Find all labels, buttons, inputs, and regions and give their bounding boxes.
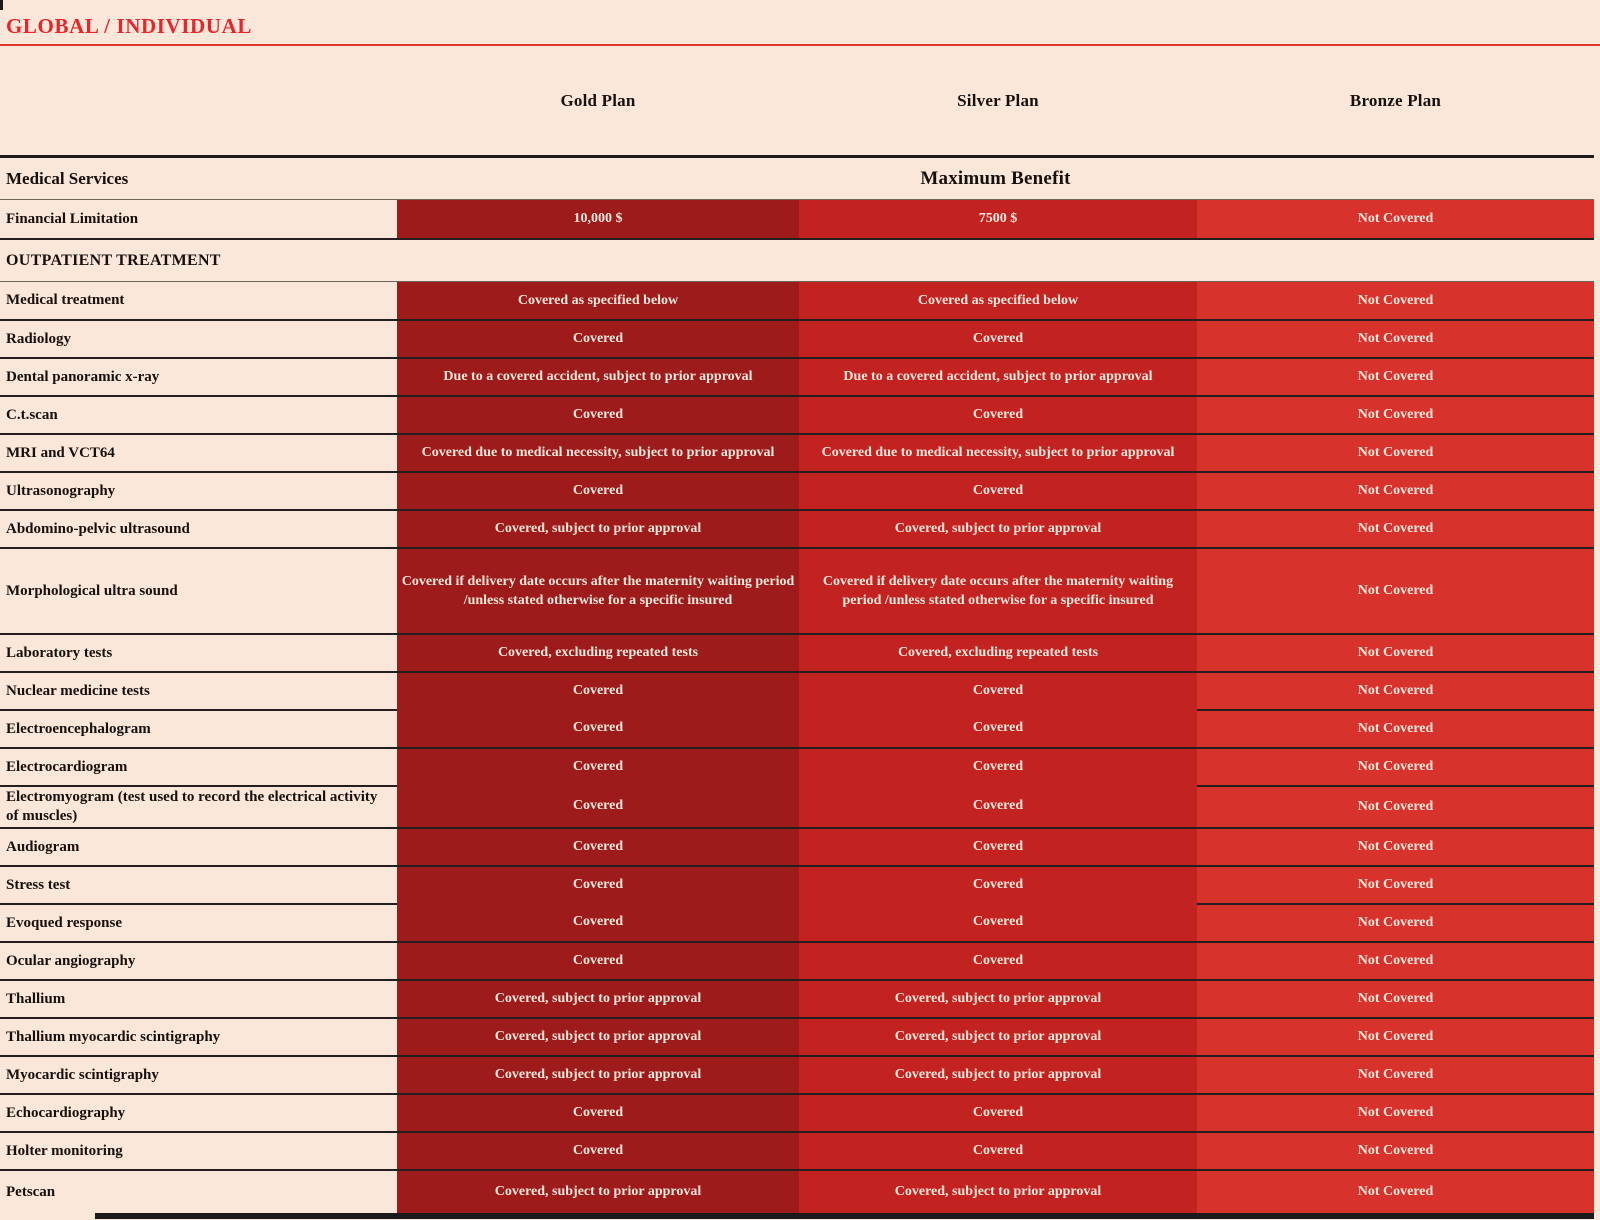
service-label: Electromyogram (test used to record the electrical activity of muscles) <box>0 785 397 827</box>
coverage-table <box>0 46 1594 1213</box>
bronze-cell: Not Covered <box>1197 281 1594 319</box>
service-label: Electroencephalogram <box>0 709 397 747</box>
service-label: Echocardiography <box>0 1093 397 1131</box>
gold-plan-header: Gold Plan <box>560 90 636 110</box>
bronze-cell: Not Covered <box>1197 509 1594 547</box>
gold-cell: Covered, subject to prior approval <box>397 1017 799 1055</box>
maximum-benefit-label: Maximum Benefit <box>920 167 1071 189</box>
bronze-cell: Not Covered <box>1197 903 1594 941</box>
silver-cell: Covered, subject to prior approval <box>799 1017 1197 1055</box>
gold-cell: Covered, subject to prior approval <box>397 1169 799 1213</box>
silver-cell: Covered <box>799 1093 1197 1131</box>
table-row <box>0 1093 1594 1131</box>
silver-cell: Covered, subject to prior approval <box>799 1169 1197 1213</box>
silver-cell: Covered <box>799 941 1197 979</box>
service-label: Medical treatment <box>0 281 397 319</box>
silver-cell: Covered <box>799 903 1197 941</box>
silver-cell: Covered <box>799 1131 1197 1169</box>
service-label: Stress test <box>0 865 397 903</box>
table-row <box>0 1169 1594 1213</box>
silver-cell: Covered <box>799 827 1197 865</box>
gold-cell: Covered <box>397 1131 799 1169</box>
silver-cell: Due to a covered accident, subject to prior approval <box>799 357 1197 395</box>
silver-cell: Covered <box>799 319 1197 357</box>
gold-cell: Covered <box>397 747 799 785</box>
table-row <box>0 357 1594 395</box>
silver-cell: Covered <box>799 395 1197 433</box>
table-row <box>0 281 1594 319</box>
financial-silver-cell: 7500 $ <box>799 200 1197 238</box>
gold-cell: Covered <box>397 865 799 903</box>
gold-cell: Covered due to medical necessity, subject to prior approval <box>397 433 799 471</box>
service-label: Nuclear medicine tests <box>0 671 397 709</box>
table-row <box>0 509 1594 547</box>
silver-cell: Covered if delivery date occurs after the maternity waiting period /unless stated otherwise for a specific insured <box>799 547 1197 633</box>
service-label: Audiogram <box>0 827 397 865</box>
silver-cell: Covered <box>799 709 1197 747</box>
gold-cell: Covered <box>397 471 799 509</box>
service-label: Radiology <box>0 319 397 357</box>
silver-cell: Covered <box>799 865 1197 903</box>
bronze-cell: Not Covered <box>1197 433 1594 471</box>
table-row <box>0 395 1594 433</box>
table-row <box>0 941 1594 979</box>
gold-cell: Covered <box>397 319 799 357</box>
bronze-cell: Not Covered <box>1197 671 1594 709</box>
coverage-table-body <box>0 281 1594 1213</box>
gold-cell: Covered as specified below <box>397 281 799 319</box>
bronze-cell: Not Covered <box>1197 471 1594 509</box>
table-row <box>0 979 1594 1017</box>
outpatient-section-row <box>0 238 1594 281</box>
corner-artifact <box>0 0 3 10</box>
table-row <box>0 865 1594 903</box>
gold-cell: Covered <box>397 785 799 827</box>
bronze-cell: Not Covered <box>1197 785 1594 827</box>
outpatient-section-label: OUTPATIENT TREATMENT <box>6 251 221 269</box>
silver-cell: Covered <box>799 747 1197 785</box>
gold-cell: Covered, subject to prior approval <box>397 509 799 547</box>
plan-header-row <box>0 46 1594 155</box>
gold-cell: Covered, subject to prior approval <box>397 1055 799 1093</box>
table-row <box>0 547 1594 633</box>
service-label: Morphological ultra sound <box>0 547 397 633</box>
bronze-cell: Not Covered <box>1197 747 1594 785</box>
financial-limitation-label: Financial Limitation <box>6 210 139 227</box>
page-title: GLOBAL / INDIVIDUAL <box>6 14 252 38</box>
table-row <box>0 827 1594 865</box>
silver-cell: Covered, excluding repeated tests <box>799 633 1197 671</box>
bronze-cell: Not Covered <box>1197 1093 1594 1131</box>
table-row <box>0 671 1594 709</box>
table-row <box>0 433 1594 471</box>
table-row <box>0 471 1594 509</box>
service-label: Dental panoramic x-ray <box>0 357 397 395</box>
bronze-cell: Not Covered <box>1197 1055 1594 1093</box>
silver-cell: Covered <box>799 471 1197 509</box>
gold-cell: Covered <box>397 709 799 747</box>
medical-services-label: Medical Services <box>6 168 129 188</box>
plan-header-spacer <box>0 46 397 155</box>
service-label: Thallium myocardic scintigraphy <box>0 1017 397 1055</box>
gold-cell: Covered <box>397 941 799 979</box>
bronze-plan-header: Bronze Plan <box>1349 90 1442 110</box>
bronze-cell: Not Covered <box>1197 979 1594 1017</box>
service-label: Ocular angiography <box>0 941 397 979</box>
table-row <box>0 1131 1594 1169</box>
table-row <box>0 747 1594 785</box>
service-label: Holter monitoring <box>0 1131 397 1169</box>
silver-cell: Covered as specified below <box>799 281 1197 319</box>
gold-cell: Covered, subject to prior approval <box>397 979 799 1017</box>
service-label: Abdomino-pelvic ultrasound <box>0 509 397 547</box>
bronze-cell: Not Covered <box>1197 1131 1594 1169</box>
gold-cell: Covered <box>397 395 799 433</box>
bronze-cell: Not Covered <box>1197 1017 1594 1055</box>
gold-cell: Covered if delivery date occurs after the maternity waiting period /unless stated otherwise for a specific insured <box>397 547 799 633</box>
gold-cell: Covered <box>397 903 799 941</box>
service-label: Myocardic scintigraphy <box>0 1055 397 1093</box>
table-row <box>0 709 1594 747</box>
bronze-cell: Not Covered <box>1197 1169 1594 1213</box>
bronze-cell: Not Covered <box>1197 941 1594 979</box>
silver-cell: Covered, subject to prior approval <box>799 1055 1197 1093</box>
silver-cell: Covered, subject to prior approval <box>799 979 1197 1017</box>
gold-cell: Due to a covered accident, subject to prior approval <box>397 357 799 395</box>
bronze-cell: Not Covered <box>1197 319 1594 357</box>
bronze-cell: Not Covered <box>1197 827 1594 865</box>
service-label: Petscan <box>0 1169 397 1213</box>
table-row <box>0 1017 1594 1055</box>
service-label: Ultrasonography <box>0 471 397 509</box>
service-label: Evoqued response <box>0 903 397 941</box>
silver-cell: Covered, subject to prior approval <box>799 509 1197 547</box>
bronze-cell: Not Covered <box>1197 709 1594 747</box>
silver-cell: Covered <box>799 785 1197 827</box>
table-row <box>0 785 1594 827</box>
service-label: Laboratory tests <box>0 633 397 671</box>
silver-cell: Covered <box>799 671 1197 709</box>
table-row <box>0 1055 1594 1093</box>
gold-cell: Covered <box>397 827 799 865</box>
bronze-cell: Not Covered <box>1197 547 1594 633</box>
service-label: Electrocardiogram <box>0 747 397 785</box>
gold-cell: Covered, excluding repeated tests <box>397 633 799 671</box>
gold-cell: Covered <box>397 671 799 709</box>
service-label: MRI and VCT64 <box>0 433 397 471</box>
financial-bronze-cell: Not Covered <box>1197 200 1594 238</box>
silver-plan-header: Silver Plan <box>957 90 1039 110</box>
financial-limitation-row <box>0 199 1594 238</box>
table-row <box>0 319 1594 357</box>
bottom-border-bar <box>95 1213 1594 1219</box>
services-header-row <box>0 155 1594 199</box>
bronze-cell: Not Covered <box>1197 395 1594 433</box>
service-label: C.t.scan <box>0 395 397 433</box>
service-label: Thallium <box>0 979 397 1017</box>
bronze-cell: Not Covered <box>1197 357 1594 395</box>
bronze-cell: Not Covered <box>1197 865 1594 903</box>
table-row <box>0 633 1594 671</box>
table-row <box>0 903 1594 941</box>
silver-cell: Covered due to medical necessity, subject to prior approval <box>799 433 1197 471</box>
financial-gold-cell: 10,000 $ <box>397 200 799 238</box>
bronze-cell: Not Covered <box>1197 633 1594 671</box>
gold-cell: Covered <box>397 1093 799 1131</box>
